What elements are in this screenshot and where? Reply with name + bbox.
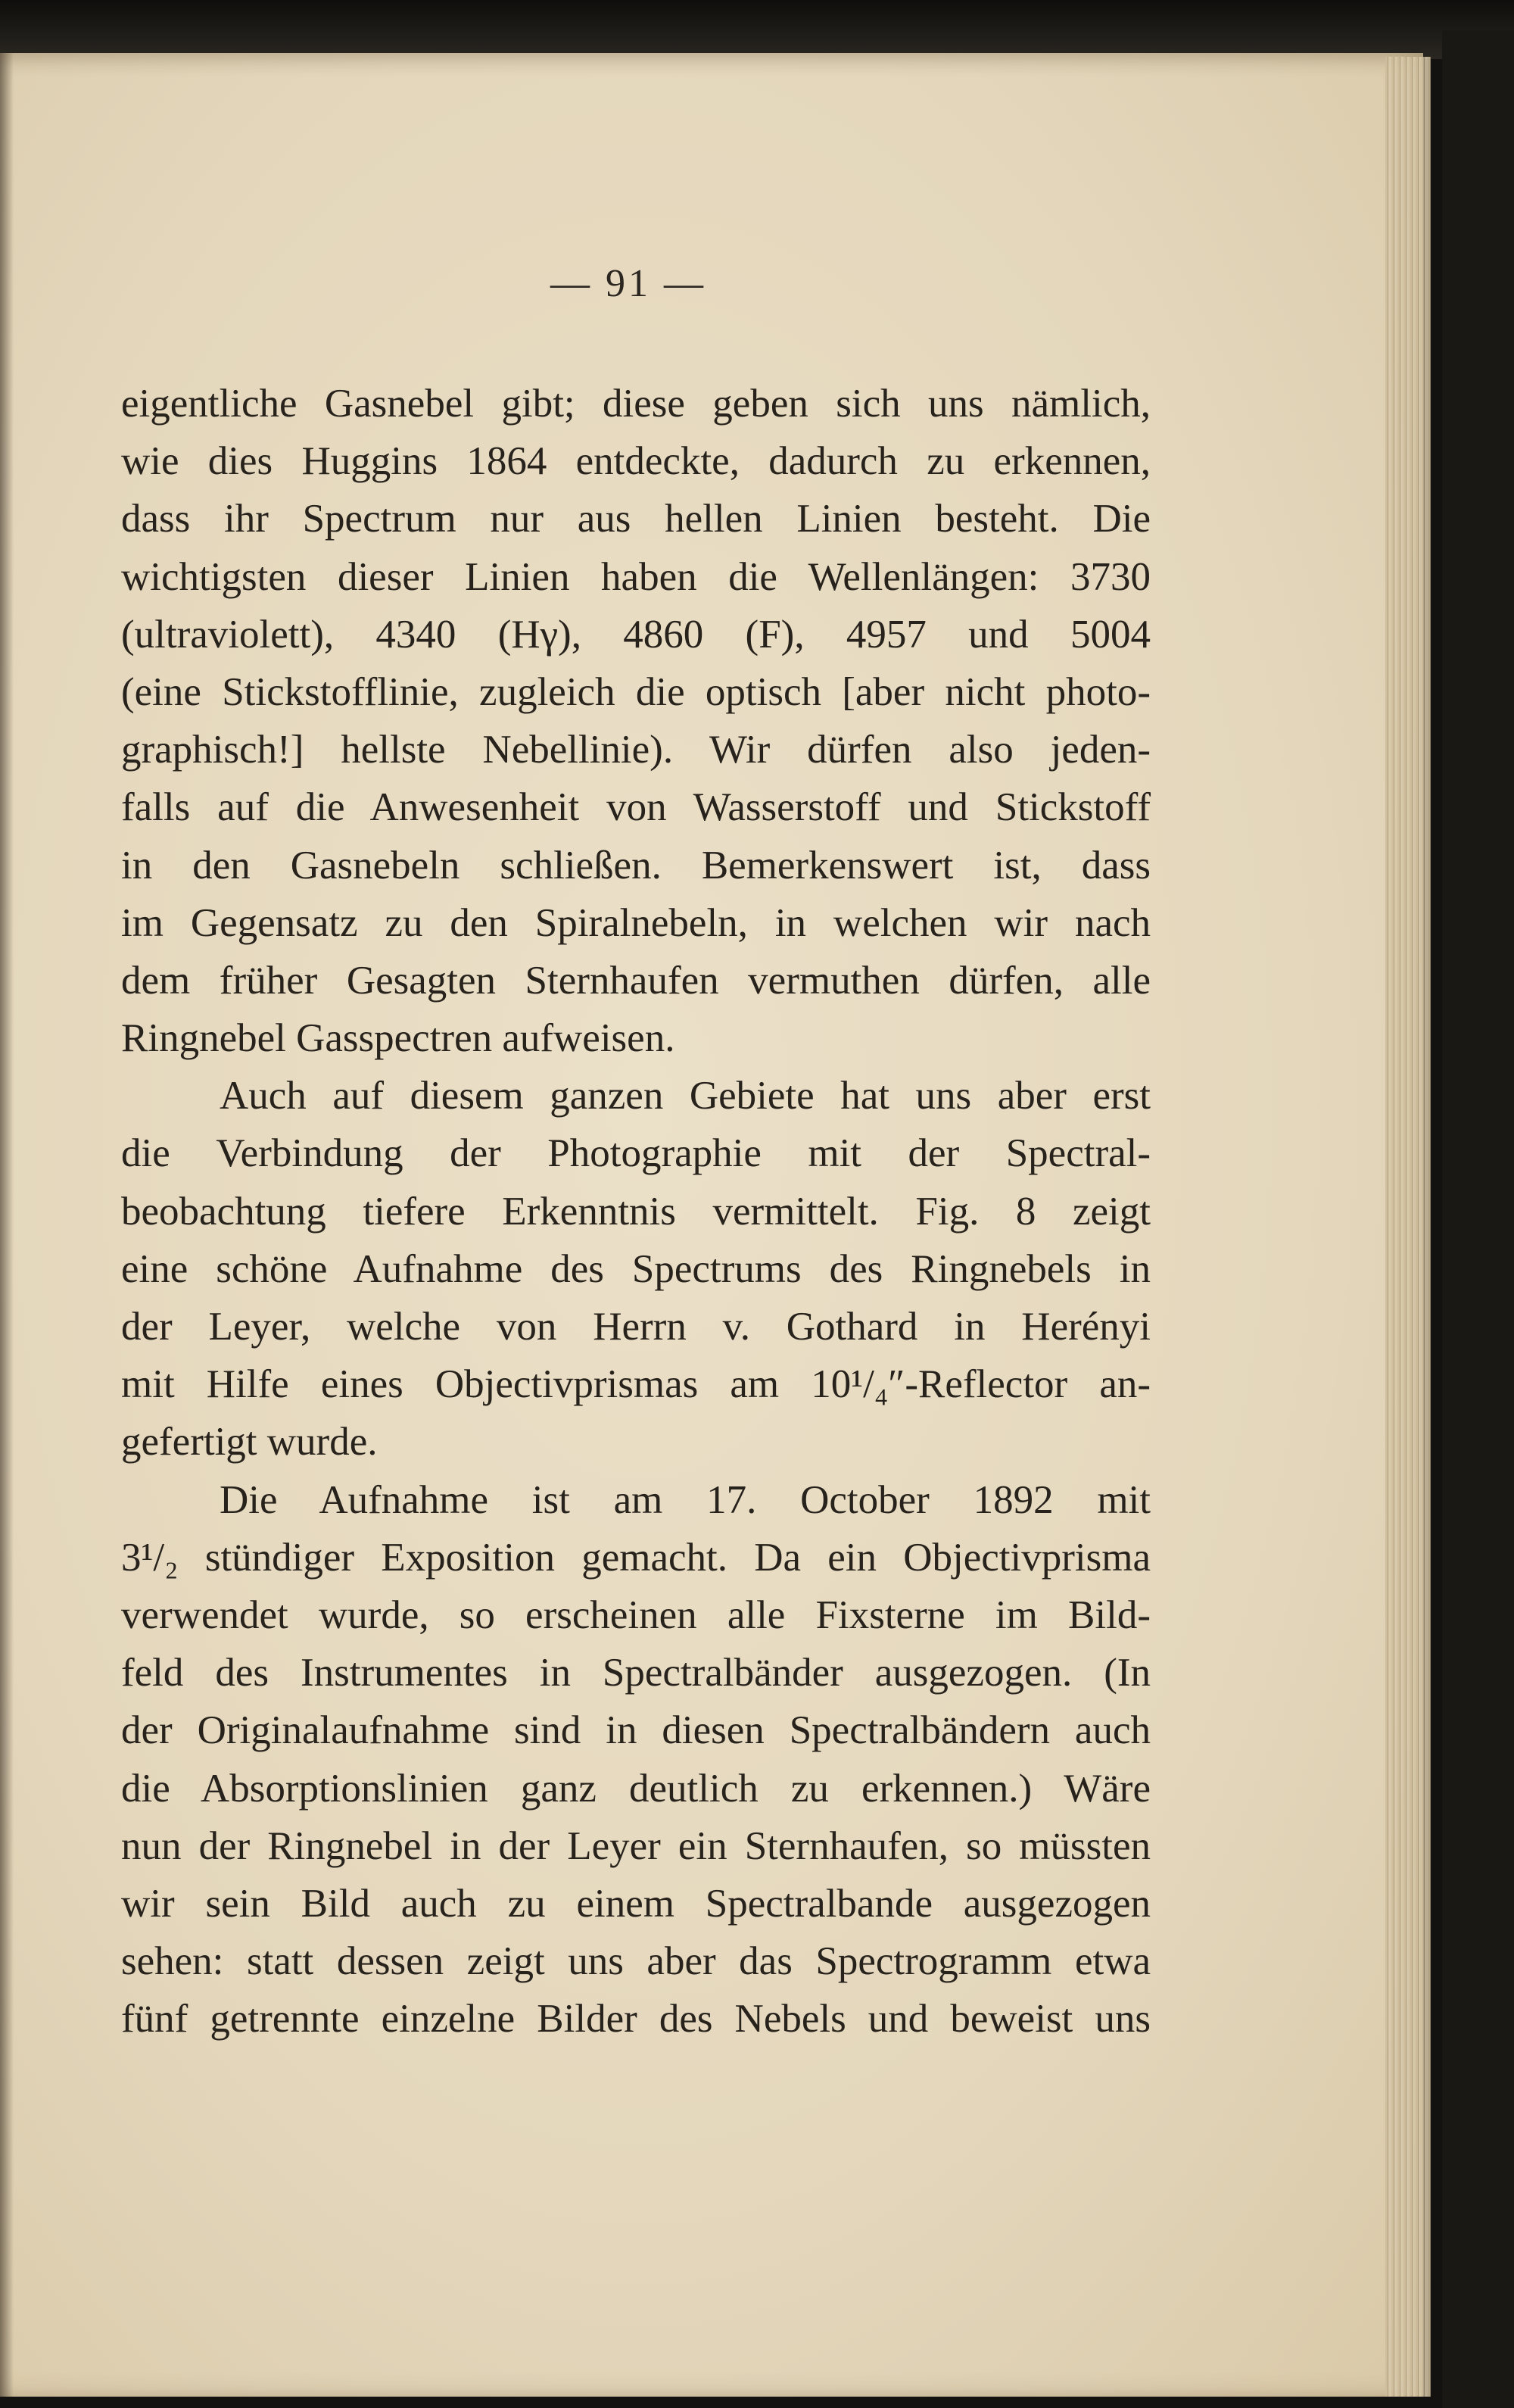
book-top-edge [0, 0, 1514, 59]
page-number: — 91 — [550, 262, 706, 305]
page-stack-edges [1385, 57, 1431, 2397]
text-line: wie dies Huggins 1864 entdeckte, dadurch zu erkennen, [121, 439, 1151, 484]
text-line: der Leyer, welche von Herrn v. Gothard in Herényi [121, 1305, 1151, 1349]
text-line: der Originalaufnahme sind in diesen Spectralbändern auch [121, 1708, 1151, 1753]
text-line: fünf getrennte einzelne Bilder des Nebels und beweist uns [121, 1997, 1151, 2041]
text-line: wir sein Bild auch zu einem Spectralbande ausgezogen [121, 1881, 1151, 1926]
text-line: graphisch!] hellste Nebellinie). Wir dürfen also jeden- [121, 728, 1151, 772]
text-line: mit Hilfe eines Objectivprismas am 10¹/₄″-Reflector an- [121, 1362, 1151, 1407]
text-line: Auch auf diesem ganzen Gebiete hat uns aber erst [220, 1074, 1151, 1118]
text-line: im Gegensatz zu den Spiralnebeln, in welchen wir nach [121, 900, 1151, 945]
text-line: sehen: statt dessen zeigt uns aber das Spectrogramm etwa [121, 1939, 1151, 1984]
text-line: Ringnebel Gasspectren aufweisen. [121, 1016, 675, 1061]
text-line: in den Gasnebeln schließen. Bemerkenswert ist, dass [121, 843, 1151, 887]
text-line: beobachtung tiefere Erkenntnis vermittelt. Fig. 8 zeigt [121, 1189, 1151, 1234]
text-line: dass ihr Spectrum nur aus hellen Linien besteht. Die [121, 497, 1151, 541]
text-line: feld des Instrumentes in Spectralbänder ausgezogen. (In [121, 1651, 1151, 1695]
text-line: verwendet wurde, so erscheinen alle Fixsterne im Bild- [121, 1592, 1151, 1637]
book-spine [1442, 30, 1514, 2408]
text-line: (ultraviolett), 4340 (Hγ), 4860 (F), 4957 und 5004 [121, 612, 1151, 657]
text-line: Die Aufnahme ist am 17. October 1892 mit [220, 1477, 1151, 1522]
text-line: eine schöne Aufnahme des Spectrums des Ringnebels in [121, 1246, 1151, 1291]
text-line: gefertigt wurde. [121, 1420, 378, 1464]
text-line: dem früher Gesagten Sternhaufen vermuthen dürfen, alle [121, 958, 1151, 1003]
text-line: die Verbindung der Photographie mit der Spectral- [121, 1131, 1151, 1176]
gutter-shadow [0, 53, 14, 2397]
text-line: (eine Stickstofflinie, zugleich die optisch [aber nicht photo- [121, 669, 1151, 714]
body-text [121, 375, 1151, 2048]
text-line: die Absorptionslinien ganz deutlich zu erkennen.) Wäre [121, 1766, 1151, 1811]
text-line: eigentliche Gasnebel gibt; diese geben sich uns nämlich, [121, 382, 1151, 426]
text-line: falls auf die Anwesenheit von Wasserstoff und Stickstoff [121, 785, 1151, 830]
text-line: wichtigsten dieser Linien haben die Wellenlängen: 3730 [121, 554, 1151, 599]
text-line: nun der Ringnebel in der Leyer ein Sternhaufen, so müssten [121, 1823, 1151, 1868]
text-line: 3¹/₂ stündiger Exposition gemacht. Da ein Objectivprisma [121, 1535, 1151, 1580]
